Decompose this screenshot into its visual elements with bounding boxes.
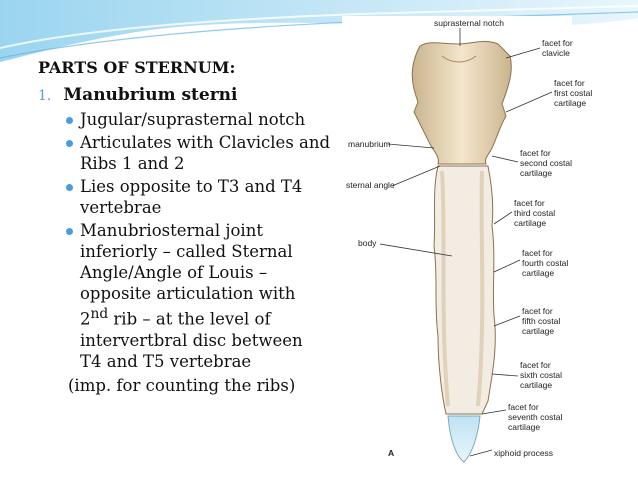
label-facet-fifth: cartilage [522,326,555,336]
label-facet-fifth: fifth costal [522,316,561,326]
bullet-icon [66,140,73,147]
label-facet-third: cartilage [514,218,547,228]
slide-text [38,58,338,395]
label-body: body [358,238,377,248]
label-facet-sixth: cartilage [520,380,553,390]
label-facet-clavicle: facet for [542,38,573,48]
label-facet-first: cartilage [554,98,587,108]
label-facet-first: facet for [554,78,585,88]
sternum-figure [342,16,593,471]
bullet-icon [66,184,73,191]
label-facet-third: third costal [514,208,556,218]
label-manubrium: manubrium [348,139,391,149]
label-xiphoid: xiphoid process [494,448,554,458]
label-sternal-angle: sternal angle [346,180,395,190]
bullet-item: Articulates with Clavicles and Ribs 1 and 2 [66,132,338,174]
label-facet-seventh: cartilage [508,422,541,432]
slide-heading: PARTS OF STERNUM: [38,58,236,77]
bullet-item: Jugular/suprasternal notch [66,109,338,130]
label-facet-seventh: seventh costal [508,412,563,422]
label-facet-clavicle: clavicle [542,48,570,58]
label-facet-second: second costal [520,158,572,168]
item-number: 1. [38,88,52,104]
bullet-item: Lies opposite to T3 and T4 vertebrae [66,176,338,218]
label-facet-sixth: facet for [520,360,551,370]
label-facet-first: first costal [554,88,593,98]
panel-label: A [388,448,395,458]
label-facet-fourth: cartilage [522,268,555,278]
item-title: Manubrium sterni [63,85,238,105]
label-facet-fourth: facet for [522,248,553,258]
label-facet-fifth: facet for [522,306,553,316]
label-facet-second: cartilage [520,168,553,178]
bullet-item: Manubriosternal joint inferiorly – called Sternal Angle/Angle of Louis – opposite articulation with 2nd rib – at the level of intervertbral disc between T4 and T5 vertebrae [66,220,338,372]
numbered-item [38,85,338,105]
label-facet-second: facet for [520,148,551,158]
label-facet-third: facet for [514,198,545,208]
bullet-icon [66,228,73,235]
label-facet-seventh: facet for [508,402,539,412]
bullet-list [38,109,338,372]
manubrium-shape [412,41,511,164]
note-text: (imp. for counting the ribs) [68,375,296,395]
label-suprasternal-notch: suprasternal notch [434,18,504,28]
label-facet-sixth: sixth costal [520,370,563,380]
label-facet-fourth: fourth costal [522,258,569,268]
sternum-diagram [342,16,593,471]
bullet-icon [66,117,73,124]
xiphoid-shape [448,416,480,462]
